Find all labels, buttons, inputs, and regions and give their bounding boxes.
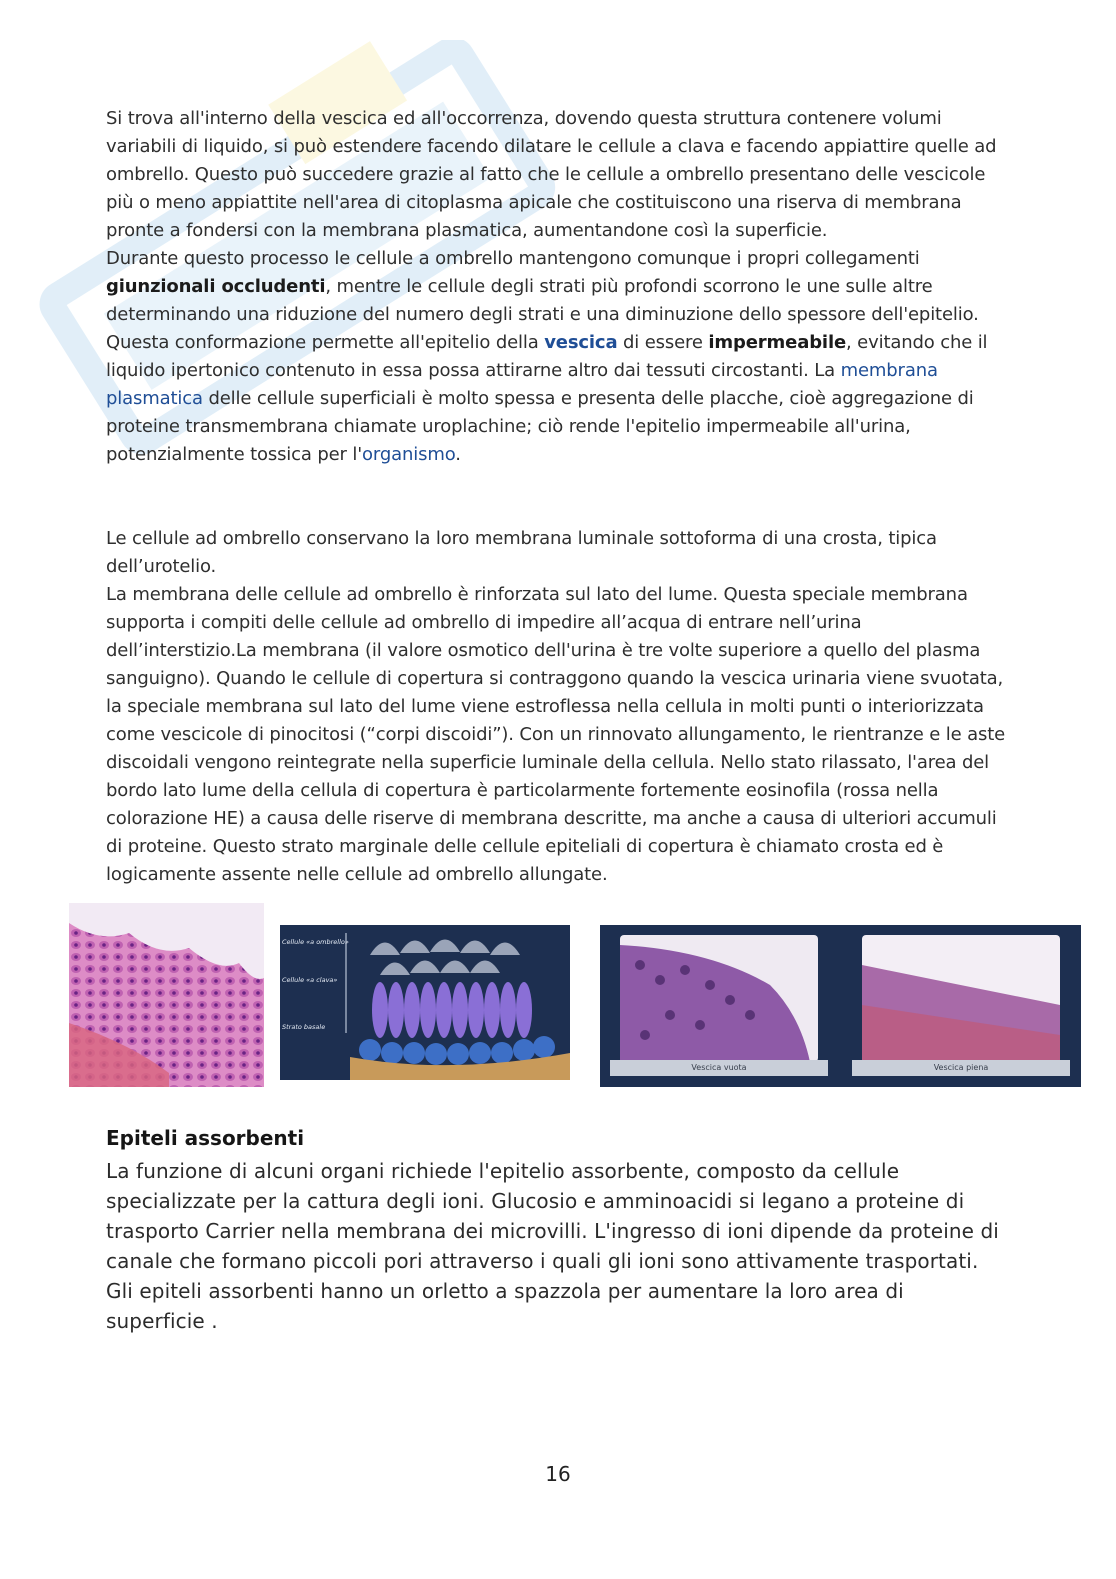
link-vescica[interactable]: vescica [544, 332, 618, 353]
section-body: La funzione di alcuni organi richiede l'epitelio assorbente, composto da cellule specializzate per la cattura degli ioni. Glucosio e amminoacidi si legano a proteine di trasporto Carrier nella membrana dei microvilli. L'ingresso di ioni dipende da proteine di canale che formano piccoli pori attraverso i quali gli ioni sono attivamente trasportati. Gli epiteli assorbenti hanno un orletto a spazzola per aumentare la loro area di superficie . [106, 1159, 999, 1333]
bold-term: giunzionali occludenti [106, 276, 326, 297]
diagram-label: Cellule «a clava» [282, 976, 338, 984]
paragraph: Le cellule ad ombrello conservano la loro membrana luminale sottoforma di una crosta, tipica dell’urotelio. [106, 528, 937, 577]
bold-term: impermeabile [708, 332, 847, 353]
figure-caption: Vescica piena [933, 1063, 989, 1072]
text-block-vescica [106, 105, 1006, 469]
link-membrana-plasmatica[interactable]: membrana plasmatica [106, 360, 938, 409]
page-number: 16 [545, 1462, 571, 1486]
text-block-crosta [106, 525, 1006, 889]
paragraph: Durante questo processo le cellule a ombrello mantengono comunque i propri collegamenti giunzionali occludenti, mentre le cellule degli strati più profondi scorrono le une sulle altre determinando una riduzione del numero degli strati e una diminuzione dello spessore dell'epitelio. [106, 248, 979, 325]
diagram-label: Cellule «a ombrello» [282, 938, 349, 946]
section-heading: Epiteli assorbenti [106, 1126, 305, 1150]
paragraph: La membrana delle cellule ad ombrello è rinforzata sul lato del lume. Questa speciale membrana supporta i compiti delle cellule ad ombrello di impedire all’acqua di entrare nell’urina dell’interstizio.La membrana (il valore osmotico dell'urina è tre volte superiore a quello del plasma sanguigno). Quando le cellule di copertura si contraggono quando la vescica urinaria viene svuotata, la speciale membrana sul lato del lume viene estroflessa nella cellula in molti punti o interiorizzata come vescicole di pinocitosi (“corpi discoidi”). Con un rinnovato allungamento, le rientranze e le aste discoidali vengono reintegrate nella superficie luminale della cellula. Nello stato rilassato, l'area del bordo lato lume della cellula di copertura è particolarmente fortemente eosinofila (rossa nella colorazione HE) a causa delle riserve di membrana descritte, ma anche a causa di ulteriori accumuli di proteine. Questo strato marginale delle cellule epiteliali di copertura è chiamato crosta ed è logicamente assente nelle cellule ad ombrello allungate. [106, 584, 1006, 885]
urothelium-diagram [280, 925, 570, 1080]
paragraph: Questa conformazione permette all'epitelio della vescica di essere impermeabile, evitando che il liquido ipertonico contenuto in essa possa attirarne altro dai tessuti circostanti. La membrana plasmatica delle cellule superficiali è molto spessa e presenta delle placche, cioè aggregazione di proteine transmembrana chiamate uroplachine; ciò rende l'epitelio impermeabile all'urina, potenzialmente tossica per l'organismo. [106, 332, 988, 465]
link-organismo[interactable]: organismo [362, 444, 456, 465]
figure-caption: Vescica vuota [691, 1063, 747, 1072]
histology-image [69, 903, 264, 1087]
diagram-label: Strato basale [282, 1023, 326, 1031]
paragraph: Si trova all'interno della vescica ed all'occorrenza, dovendo questa struttura contenere volumi variabili di liquido, si può estendere facendo dilatare le cellule a clava e facendo appiattire quelle ad ombrello. Questo può succedere grazie al fatto che le cellule a ombrello presentano delle vescicole più o meno appiattite nell'area di citoplasma apicale che costituiscono una riserva di membrana pronte a fondersi con la membrana plasmatica, aumentandone così la superficie. [106, 108, 997, 241]
vescica-comparison-image [600, 925, 1081, 1087]
